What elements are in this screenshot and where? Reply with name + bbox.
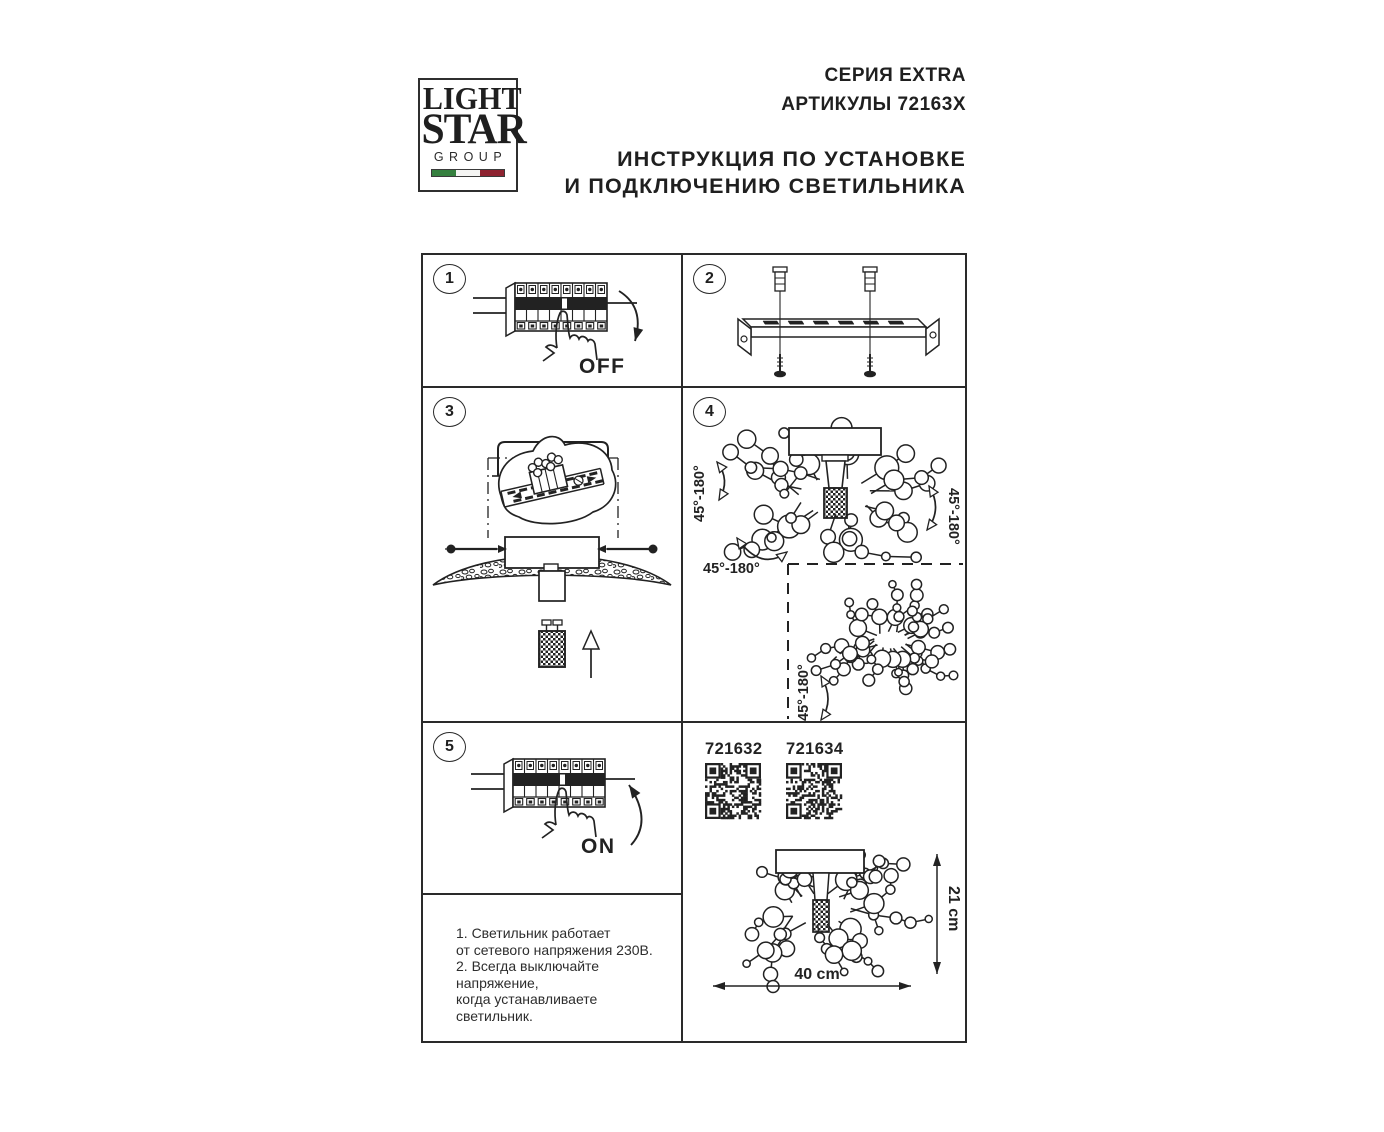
instruction-title-line2: И ПОДКЛЮЧЕНИЮ СВЕТИЛЬНИКА — [564, 174, 966, 198]
flag-white — [456, 170, 480, 176]
width-dimension-label: 40 cm — [794, 966, 840, 983]
articles-title: АРТИКУЛЫ 72163X — [781, 94, 966, 115]
step-number-1: 1 — [433, 264, 466, 294]
instruction-grid — [421, 253, 967, 1043]
panel-step-1 — [423, 255, 683, 388]
panel-notes — [423, 895, 683, 1041]
angle-label-inset: 45°-180° — [796, 664, 812, 721]
flag-green — [432, 170, 456, 176]
angle-label-bottom: 45°-180° — [703, 561, 760, 577]
on-label: ON — [581, 835, 616, 858]
series-title: СЕРИЯ EXTRA — [824, 65, 966, 86]
panel-articles — [683, 723, 965, 1041]
chandelier-rotation-illustration — [683, 388, 965, 721]
panel-step-5 — [423, 723, 683, 895]
flag-red — [480, 170, 504, 176]
articles-dimensions-illustration — [683, 723, 965, 1041]
step-number-2: 2 — [693, 264, 726, 294]
article-number-right: 721634 — [786, 740, 844, 758]
title-block — [565, 61, 966, 200]
note-line: 2. Всегда выключайте напряжение, — [456, 958, 600, 991]
panel-step-3 — [423, 388, 683, 723]
height-dimension-label: 21 cm — [945, 886, 962, 932]
article-number-left: 721632 — [705, 740, 763, 758]
step-number-4: 4 — [693, 397, 726, 427]
step-number-3: 3 — [433, 397, 466, 427]
panel-step-4 — [683, 388, 965, 723]
note-line: когда устанавливаете светильник. — [456, 991, 598, 1024]
note-line: 1. Светильник работает — [456, 925, 611, 941]
logo-text-star: STAR — [421, 106, 526, 153]
angle-label-left: 45°-180° — [692, 465, 708, 522]
note-line: от сетевого напряжения 230В. — [456, 941, 653, 958]
italian-flag-stripe — [431, 169, 505, 177]
instruction-title-line1: ИНСТРУКЦИЯ ПО УСТАНОВКЕ — [617, 147, 966, 171]
mounting-illustration — [423, 388, 681, 721]
angle-label-right: 45°-180° — [945, 488, 961, 545]
logo-text-group: GROUP — [433, 150, 508, 164]
safety-notes — [423, 895, 681, 1024]
lightstar-logo — [418, 78, 526, 192]
step-number-5: 5 — [433, 732, 466, 762]
panel-step-2 — [683, 255, 965, 388]
off-label: OFF — [579, 355, 626, 378]
logo-text-light: LIGHT — [422, 80, 522, 116]
